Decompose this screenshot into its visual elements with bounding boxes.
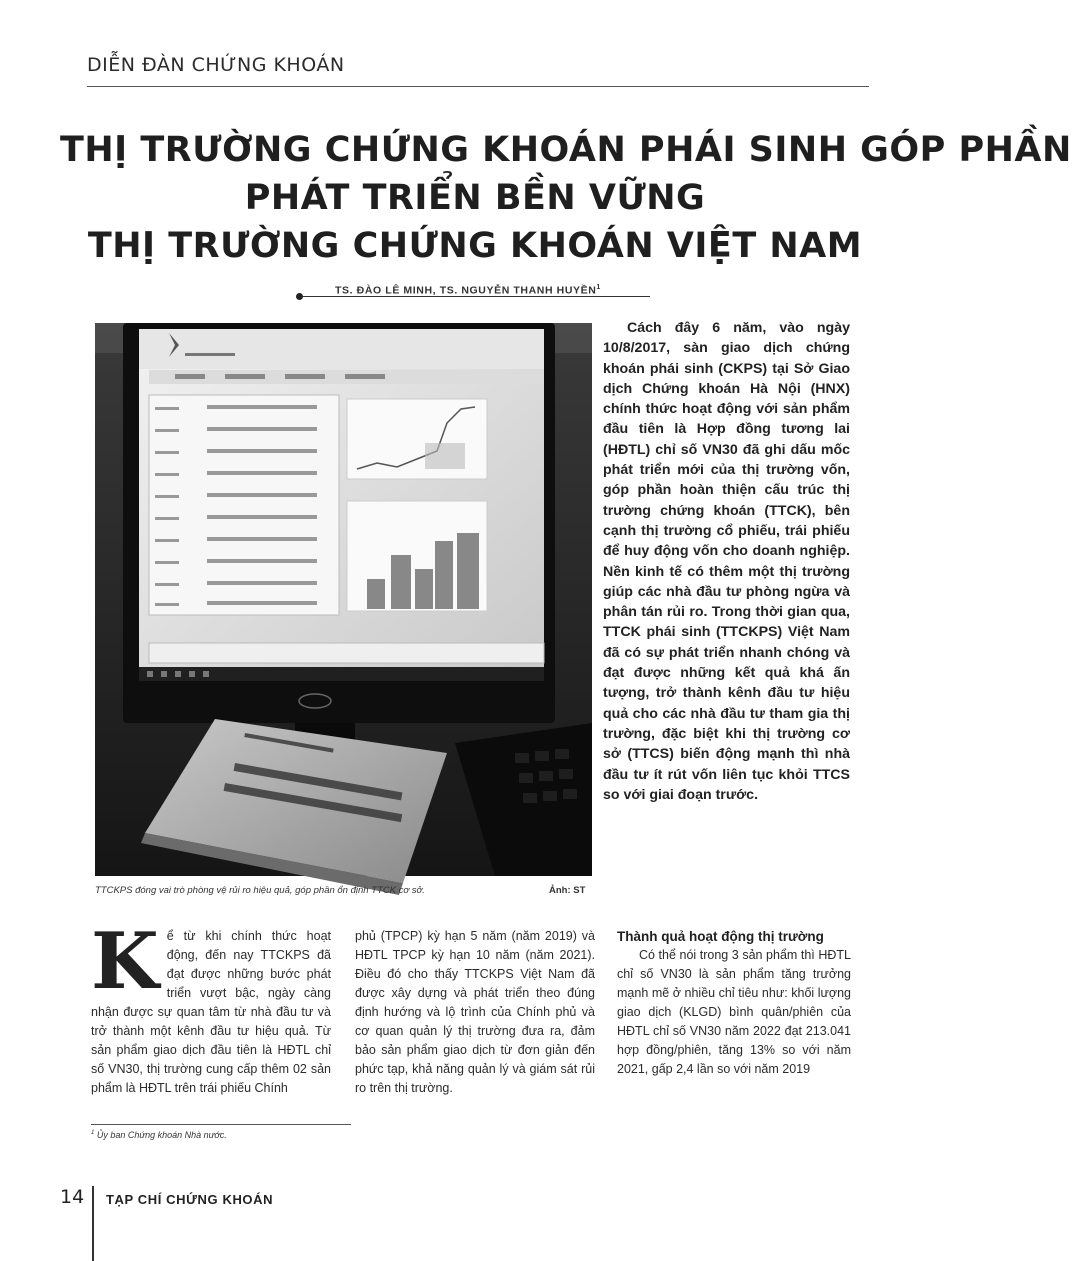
title-line-3: THỊ TRƯỜNG CHỨNG KHOÁN VIỆT NAM [87,226,863,266]
author-footnote-mark: 1 [596,284,601,291]
article-title [60,126,1072,270]
body-column-3-text: Có thể nói trong 3 sản phẩm thì HĐTL chỉ số VN30 là sản phẩm tăng trưởng mạnh mẽ ở nhiều chỉ tiêu như: khối lượng giao dịch (KLGD) bình quân/phiên của HĐTL chỉ số VN30 năm 2022 đạt 213.041 hợp đồng/phiên, tăng 13% so với năm 2021, gấp 2,4 lần so với năm 2019 [617,948,851,1076]
photo-illustration [95,323,592,876]
lead-paragraph: Cách đây 6 năm, vào ngày 10/8/2017, sàn giao dịch chứng khoán phái sinh (CKPS) tại Sở Giao dịch Chứng khoán Hà Nội (HNX) chính thức hoạt động với sản phẩm đầu tiên là Hợp đồng tương lai (HĐTL) chỉ số VN30 đã ghi dấu mốc phát triển mới của thị trường vốn, góp phần hoàn thiện cấu trúc thị trường chứng khoán (TTCK), bên cạnh thị trường cổ phiếu, trái phiếu để huy động vốn cho doanh nghiệp. Nền kinh tế có thêm một thị trường giúp các nhà đầu tư phòng ngừa và phân tán rủi ro. Trong thời gian qua, TTCK phái sinh (TTCKPS) Việt Nam đã có sự phát triển nhanh chóng và đạt được những kết quả khá ấn tượng, trở thành kênh đầu tư hiệu quả cho các nhà đầu tư tham gia thị trường, đặc biệt khi thị trường cơ sở (TTCS) biến động mạnh thì nhà đầu tư ít rút vốn liên tục khỏi TTCS so với giai đoạn trước. [603,320,850,803]
body-column-3 [617,927,851,1079]
footnote-text: Ủy ban Chứng khoán Nhà nước. [96,1130,227,1140]
photo-credit: Ảnh: ST [549,885,586,896]
body-column-1-text: ể từ khi chính thức hoạt động, đến nay TTCKPS đã đạt được những bước phát triển vượt bậc, ngày càng nhận được sự quan tâm từ nhà đầu tư và trở thành một kênh đầu tư hiệu quả. Từ sản phẩm giao dịch đầu tiên là HĐTL chỉ số VN30, thị trường cung cấp thêm 02 sản phẩm là HĐTL trên trái phiếu Chính [91,929,331,1095]
section-divider [87,86,869,87]
section-heading: Thành quả hoạt động thị trường [617,929,824,944]
footnote [91,1130,227,1140]
byline-bullet [296,293,303,300]
page-number: 14 [60,1186,85,1208]
footnote-mark: 1 [91,1130,95,1136]
footnote-divider [91,1124,351,1125]
title-line-2: PHÁT TRIỂN BỀN VỮNG [244,178,706,218]
photo-caption: TTCKPS đóng vai trò phòng vệ rủi ro hiệu quả, góp phần ổn định TTCK cơ sở. [95,885,425,896]
author-names: TS. ĐÀO LÊ MINH, TS. NGUYỄN THANH HUYỀN [335,284,597,297]
section-label: DIỄN ĐÀN CHỨNG KHOÁN [87,54,345,76]
footer-divider [92,1186,94,1261]
drop-cap: K [91,916,159,1007]
journal-name: TẠP CHÍ CHỨNG KHOÁN [106,1192,274,1207]
body-column-1 [91,916,331,1098]
title-line-1: THỊ TRƯỜNG CHỨNG KHOÁN PHÁI SINH GÓP PHẦN [60,130,1072,170]
body-column-2: phủ (TPCP) kỳ hạn 5 năm (năm 2019) và HĐTL TPCP kỳ hạn 10 năm (năm 2021). Điều đó cho thấy TTCKPS Việt Nam đã được xây dựng và phát triển theo đúng định hướng và lộ trình của Chính phủ và cơ quan quản lý thị trường đưa ra, đảm bảo sản phẩm giao dịch từ đơn giản đến phức tạp, khả năng quản lý và giám sát rủi ro trên thị trường. [355,929,595,1095]
author-byline [335,284,601,297]
byline-rule [303,296,650,297]
article-photo [95,323,592,876]
